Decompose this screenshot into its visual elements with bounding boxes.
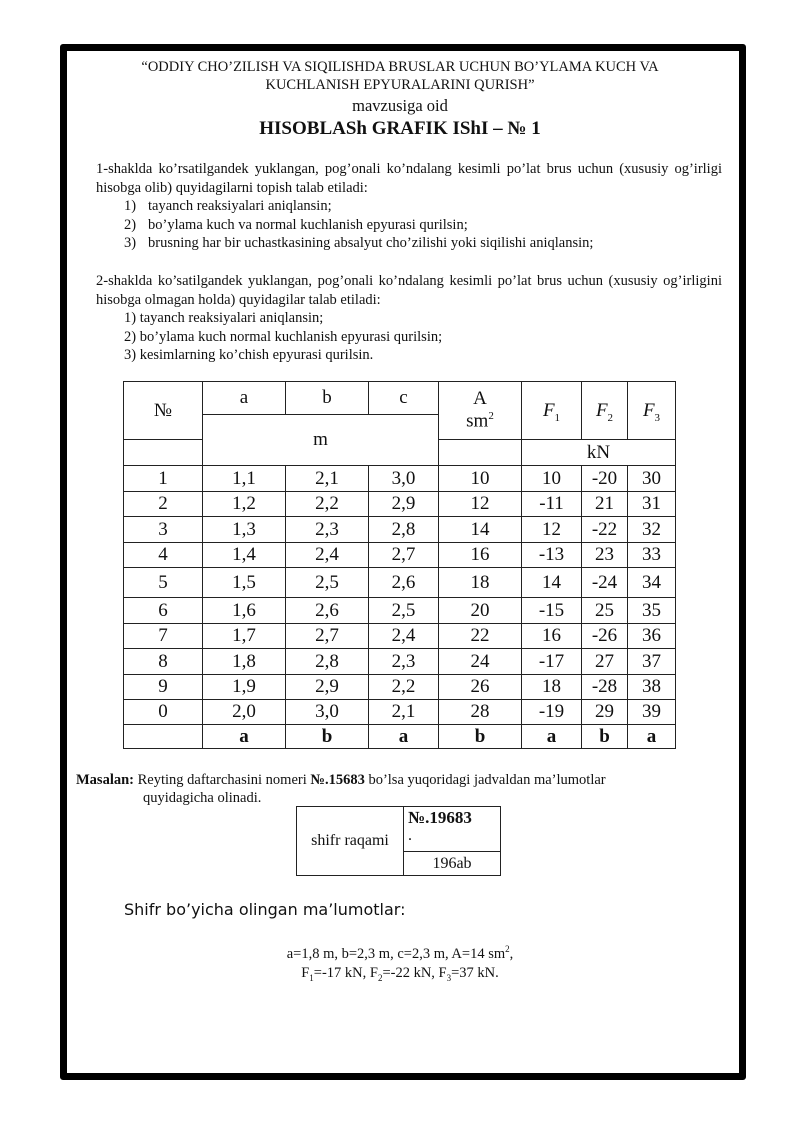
table-cell: 2,0	[203, 700, 286, 725]
table-cell: 2,2	[369, 675, 439, 700]
table-cell: 1,1	[203, 466, 286, 492]
table-cell: 1,2	[203, 492, 286, 517]
table-cell: 18	[522, 675, 582, 700]
table-cell: 4	[124, 543, 203, 568]
shifr-label: shifr raqami	[297, 807, 404, 876]
table-cell: 2,5	[369, 598, 439, 624]
table-cell: -11	[522, 492, 582, 517]
header-unit-kn: kN	[522, 440, 676, 466]
table-cell: 2,4	[369, 624, 439, 649]
header-unit-m: m	[203, 415, 439, 466]
title-line-2: KUCHLANISH EPYURALARINI QURISH”	[265, 77, 535, 93]
table-cell: 2,3	[369, 649, 439, 675]
table-cell: -22	[582, 517, 628, 543]
header-a: a	[203, 382, 286, 415]
table-cell: 39	[628, 700, 676, 725]
table-cell: -17	[522, 649, 582, 675]
header-b: b	[286, 382, 369, 415]
table-cell: 14	[522, 568, 582, 598]
header-f1: $F_1$	[522, 382, 582, 440]
example-text-2: quyidagicha olinadi.	[143, 790, 262, 806]
table-cell: 1,6	[203, 598, 286, 624]
table-cell: 26	[439, 675, 522, 700]
table-cell: 14	[439, 517, 522, 543]
header-f3: $F_3$	[628, 382, 676, 440]
table-cell: 27	[582, 649, 628, 675]
table-row	[124, 649, 676, 675]
table-cell: 32	[628, 517, 676, 543]
table-cell: 7	[124, 624, 203, 649]
table-cell: -15	[522, 598, 582, 624]
table-cell: 1,4	[203, 543, 286, 568]
title-line-1: “ODDIY CHO’ZILISH VA SIQILISHDA BRUSLAR UCHUN BO’YLAMA KUCH VA	[141, 59, 659, 75]
table-cell: 2,9	[369, 492, 439, 517]
list-item: 3) kesimlarning ko’chish epyurasi qurilsin.	[124, 347, 374, 363]
table-cell: 2	[124, 492, 203, 517]
table-cell: 25	[582, 598, 628, 624]
table-cell: 1,8	[203, 649, 286, 675]
table-cell: 2,4	[286, 543, 369, 568]
table-cell: 2,7	[369, 543, 439, 568]
table-cell: 1,5	[203, 568, 286, 598]
table-cell: -13	[522, 543, 582, 568]
table-cell: 2,1	[369, 700, 439, 725]
table-cell: 21	[582, 492, 628, 517]
example-text: Masalan: Reyting daftarchasini nomeri №.15683 bo’lsa yuqoridagi jadvaldan ma’lumotlar	[76, 772, 606, 788]
table-cell: 10	[522, 466, 582, 492]
table-cell: 31	[628, 492, 676, 517]
table-cell: 10	[439, 466, 522, 492]
result-values	[80, 940, 720, 988]
table-cell: 0	[124, 700, 203, 725]
table-cell: 36	[628, 624, 676, 649]
table-cell: 34	[628, 568, 676, 598]
table-cell: 6	[124, 598, 203, 624]
table-cell: 18	[439, 568, 522, 598]
table-cell: 1,3	[203, 517, 286, 543]
table-row	[124, 675, 676, 700]
shifr-table	[296, 806, 501, 876]
example-label: Masalan:	[76, 772, 134, 788]
table-cell: 12	[439, 492, 522, 517]
result-line-1: a=1,8 m, b=2,3 m, c=2,3 m, A=14 $sm^2$,	[286, 944, 514, 962]
table-cell: 23	[582, 543, 628, 568]
table-row	[124, 543, 676, 568]
document-title	[80, 58, 720, 94]
table-cell: 2,6	[286, 598, 369, 624]
table-cell: 2,9	[286, 675, 369, 700]
table-cell: 2,8	[286, 649, 369, 675]
table-cell: 2,6	[369, 568, 439, 598]
table-cell: -26	[582, 624, 628, 649]
table-row	[124, 624, 676, 649]
table-cell: 1,9	[203, 675, 286, 700]
table-cell: 2,3	[286, 517, 369, 543]
work-title: HISOBLASh GRAFIK IShI – № 1	[259, 118, 541, 139]
table-cell: 1	[124, 466, 203, 492]
variants-table	[123, 381, 676, 749]
table-cell: 24	[439, 649, 522, 675]
table-cell: 28	[439, 700, 522, 725]
table-row	[124, 568, 676, 598]
task1-list	[124, 197, 724, 253]
table-cell: 2,7	[286, 624, 369, 649]
table-cell: 37	[628, 649, 676, 675]
table-cell: -20	[582, 466, 628, 492]
table-cell: -24	[582, 568, 628, 598]
table-cell: 16	[439, 543, 522, 568]
list-item: 2) bo’ylama kuch normal kuchlanish epyurasi qurilsin;	[124, 328, 443, 345]
table-cell: 3,0	[369, 466, 439, 492]
shifr-code: 196ab	[404, 852, 501, 876]
table-row	[124, 598, 676, 624]
table-cell: 16	[522, 624, 582, 649]
table-cell: -28	[582, 675, 628, 700]
subtitle: mavzusiga oid	[352, 96, 448, 115]
table-row	[124, 492, 676, 517]
table-cell: 38	[628, 675, 676, 700]
list-item: 1) tayanch reaksiyalari aniqlansin;	[124, 310, 324, 326]
table-row	[124, 466, 676, 492]
table-cell: 1,7	[203, 624, 286, 649]
table-cell: 22	[439, 624, 522, 649]
shifr-number: №.19683 .	[404, 807, 501, 852]
table-cell: 20	[439, 598, 522, 624]
list-item: 1) tayanch reaksiyalari aniqlansin;	[124, 198, 332, 214]
list-item: 3) brusning har bir uchastkasining absalyut cho’zilishi yoki siqilishi aniqlansin;	[124, 235, 594, 251]
table-cell: 12	[522, 517, 582, 543]
table-cell: 2,5	[286, 568, 369, 598]
table-cell: 2,2	[286, 492, 369, 517]
table-cell: 3	[124, 517, 203, 543]
table-cell: 9	[124, 675, 203, 700]
result-heading: Shifr bo’yicha olingan ma’lumotlar:	[124, 900, 406, 919]
header-c: c	[369, 382, 439, 415]
table-cell: 8	[124, 649, 203, 675]
result-line-2: $F_1=-17$ kN, $F_2=-22$ kN, $F_3=37$ kN.	[301, 964, 499, 983]
task1-intro: 1-shaklda ko’rsatilgandek yuklangan, pog’onali ko’ndalang kesimli po’lat brus uchun (xususiy og’irligi hisobga olib) quyidagilarni topish talab etiladi:	[96, 161, 722, 196]
table-footer-row: a b a b a b a	[124, 725, 676, 749]
table-cell: -19	[522, 700, 582, 725]
table-cell: 3,0	[286, 700, 369, 725]
table-row	[124, 517, 676, 543]
task2-list	[124, 309, 724, 365]
header-area: A $sm^2$	[439, 382, 522, 440]
table-cell: 5	[124, 568, 203, 598]
table-cell: 2,8	[369, 517, 439, 543]
header-f2: $F_2$	[582, 382, 628, 440]
table-cell: 29	[582, 700, 628, 725]
header-num: №	[124, 382, 203, 440]
table-cell: 2,1	[286, 466, 369, 492]
list-item: 2) bo’ylama kuch va normal kuchlanish epyurasi qurilsin;	[124, 216, 468, 233]
table-row	[124, 700, 676, 725]
table-cell: 33	[628, 543, 676, 568]
table-cell: 30	[628, 466, 676, 492]
task2-intro: 2-shaklda ko’satilgandek yuklangan, pog’onali ko’ndalang kesimli po’lat brus uchun (xususiy og’irligini hisobga olmagan holda) quyidagilar talab etiladi:	[96, 273, 722, 308]
table-cell: 35	[628, 598, 676, 624]
